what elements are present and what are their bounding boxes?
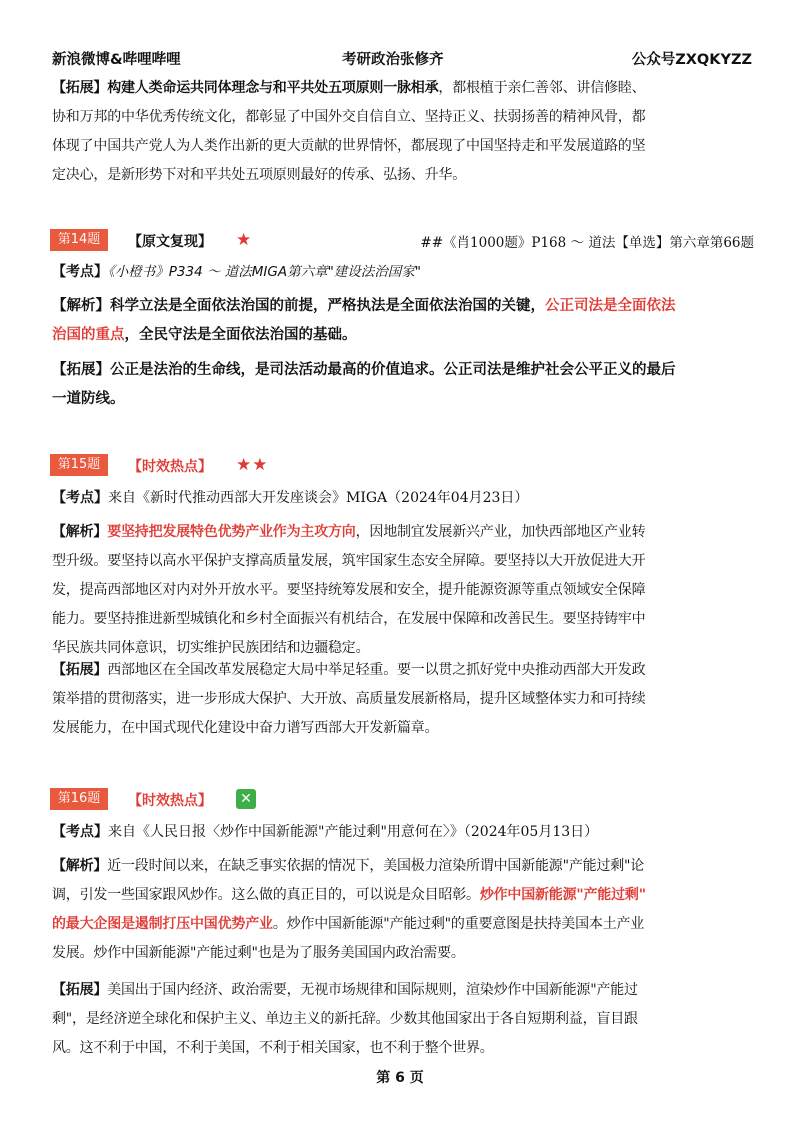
q15-jiexi-tag: 【解析】 <box>52 524 108 540</box>
q15-badge: 第15题 <box>50 454 108 476</box>
q14-jiexi-line-2 <box>52 321 754 350</box>
q15-jiexi-line-4: 能力。要坚持推进新型城镇化和乡村全面振兴有机结合，在发展中保障和改善民生。要坚持铸牢中 <box>52 611 646 627</box>
q15-jiexi <box>52 518 754 663</box>
q15-jiexi-line-5: 华民族共同体意识，切实维护民族团结和边疆稳定。 <box>52 640 370 656</box>
page-number: 第 6 页 <box>376 1070 424 1086</box>
q15-star-icon: ★★ <box>236 455 269 475</box>
intro-tag: 【拓展】 <box>52 80 108 96</box>
q15-type: 【时效热点】 <box>128 459 212 475</box>
q14-tuozhan-tag: 【拓展】 <box>52 362 110 378</box>
q16-jiexi-line-1 <box>52 852 754 881</box>
q15-jiexi-line-1 <box>52 518 754 547</box>
q14-tuozhan-line-2: 一道防线。 <box>52 391 125 407</box>
q16-kaodian-text: 来自《人民日报〈炒作中国新能源"产能过剩"用意何在〉》（2024年05月13日） <box>108 824 599 840</box>
intro-line-2: 协和万邦的中华优秀传统文化，都彰显了中国外交自信自立、坚持正义、扶弱扬善的精神风骨，都 <box>52 109 646 125</box>
intro-expansion <box>52 74 754 190</box>
q15-tuozhan-line-3: 发展能力，在中国式现代化建设中奋力谱写西部大开发新篇章。 <box>52 720 439 736</box>
q16-jiexi-line-2 <box>52 881 754 910</box>
q16-type: 【时效热点】 <box>128 793 212 809</box>
cross-mark-icon: ✕ <box>236 789 256 809</box>
q14-jiexi-highlight-2: 治国的重点 <box>52 327 125 343</box>
q15-kaodian <box>52 486 754 510</box>
q16-tuozhan-line-3: 风。这不利于中国，不利于美国，不利于相关国家，也不利于整个世界。 <box>52 1040 494 1056</box>
q15-kaodian-tag: 【考点】 <box>52 490 108 506</box>
q14-badge: 第14题 <box>50 229 108 251</box>
q14-kaodian-tag: 【考点】 <box>52 264 108 280</box>
q15-kaodian-text: 来自《新时代推动西部大开发座谈会》MIGA（2024年04月23日） <box>108 490 529 506</box>
q15-jiexi-line-2 <box>52 547 754 576</box>
q16-tuozhan-line-1 <box>52 976 754 1005</box>
header-weibo-bilibili: 新浪微博&哔哩哔哩 <box>52 52 181 68</box>
q14-jiexi-b: ，全民守法是全面依法治国的基础。 <box>124 327 357 343</box>
q16-tuozhan-tag: 【拓展】 <box>52 982 108 998</box>
page-header <box>52 48 752 72</box>
intro-line-3: 体现了中国共产党人为人类作出新的更大贡献的世界情怀，都展现了中国坚持走和平发展道路的坚 <box>52 138 646 154</box>
q16-kaodian <box>52 820 754 844</box>
q14-type: 【原文复现】 <box>128 234 212 250</box>
q14-kaodian <box>52 260 754 284</box>
q15-tuozhan <box>52 656 754 743</box>
q15-tuozhan-tag: 【拓展】 <box>52 662 108 678</box>
intro-lead: 构建人类命运共同体理念与和平共处五项原则一脉相承 <box>107 80 439 96</box>
q15-jiexi-line-3: 发，提高西部地区对内对外开放水平。要坚持统筹发展和安全，提升能源资源等重点领域安全保障 <box>52 582 646 598</box>
q16-jiexi-tag: 【解析】 <box>52 858 108 874</box>
header-wechat-account: 公众号ZXQKYZZ <box>631 52 752 68</box>
q14-tuozhan <box>52 356 754 414</box>
q14-jiexi-tag: 【解析】 <box>52 298 110 314</box>
q14-star-icon: ★ <box>236 230 253 250</box>
q15-header <box>50 454 754 478</box>
q15-tuozhan-line-1 <box>52 656 754 685</box>
q15-jiexi-l2-text: 型升级。要坚持以高水平保护支撑高质量发展，筑牢国家生态安全屏障。要坚持以大开放促进大开 <box>52 553 646 569</box>
q15-tuozhan-l1: 西部地区在全国改革发展稳定大局中举足轻重。要一以贯之抓好党中央推动西部大开发政 <box>107 662 646 678</box>
intro-line-1 <box>52 74 754 103</box>
q16-jiexi-line-4: 发展。炒作中国新能源"产能过剩"也是为了服务美国国内政治需要。 <box>52 945 465 961</box>
q14-tuozhan-line-1 <box>52 356 754 385</box>
q14-jiexi <box>52 292 754 350</box>
intro-line-4: 定决心，是新形势下对和平共处五项原则最好的传承、弘扬、升华。 <box>52 167 466 183</box>
q14-jiexi-line-1 <box>52 292 754 321</box>
q16-badge: 第16题 <box>50 788 108 810</box>
q16-jiexi-l2a: 调，引发一些国家跟风炒作。这么做的真正目的，可以说是众目昭彰。 <box>52 887 480 903</box>
q16-jiexi-l1: 近一段时间以来，在缺乏事实依据的情况下，美国极力渲染所谓中国新能源"产能过剩"论 <box>107 858 645 874</box>
intro-line-1-rest: ，都根植于亲仁善邻、讲信修睦、 <box>438 80 646 96</box>
header-author: 考研政治张修齐 <box>342 52 444 68</box>
q16-jiexi <box>52 852 754 968</box>
q14-jiexi-a: 科学立法是全面依法治国的前提，严格执法是全面依法治国的关键， <box>110 298 545 314</box>
q14-tuozhan-l1: 公正是法治的生命线，是司法活动最高的价值追求。公正司法是维护社会公平正义的最后 <box>110 362 676 378</box>
q16-jiexi-l3b: 。炒作中国新能源"产能过剩"的重要意图是扶持美国本土产业 <box>272 916 645 932</box>
q15-jiexi-l1-rest: ，因地制宜发展新兴产业，加快西部地区产业转 <box>355 524 646 540</box>
q14-reference: ##《肖1000题》P168 ～ 道法【单选】第六章第66题 <box>420 235 754 251</box>
q16-jiexi-line-3 <box>52 910 754 939</box>
q14-kaodian-text: 《小橙书》P334 ～ 道法MIGA第六章"建设法治国家" <box>108 264 421 280</box>
q16-tuozhan-l1: 美国出于国内经济、政治需要，无视市场规律和国际规则，渲染炒作中国新能源"产能过 <box>107 982 638 998</box>
q14-header <box>50 229 754 253</box>
q16-kaodian-tag: 【考点】 <box>52 824 108 840</box>
q16-tuozhan <box>52 976 754 1063</box>
q16-jiexi-highlight-1: 炒作中国新能源"产能过剩" <box>479 887 646 903</box>
q15-tuozhan-line-2: 策举措的贯彻落实，进一步形成大保护、大开放、高质量发展新格局，提升区域整体实力和可持续 <box>52 691 646 707</box>
q16-tuozhan-line-2: 剩"，是经济逆全球化和保护主义、单边主义的新托辞。少数其他国家出于各自短期利益，盲目跟 <box>52 1011 638 1027</box>
q16-jiexi-highlight-2: 的最大企图是遏制打压中国优势产业 <box>52 916 273 932</box>
q16-header <box>50 788 754 812</box>
q15-jiexi-highlight: 要坚持把发展特色优势产业作为主攻方向 <box>107 524 356 540</box>
q14-jiexi-highlight-1: 公正司法是全面依法 <box>545 298 676 314</box>
